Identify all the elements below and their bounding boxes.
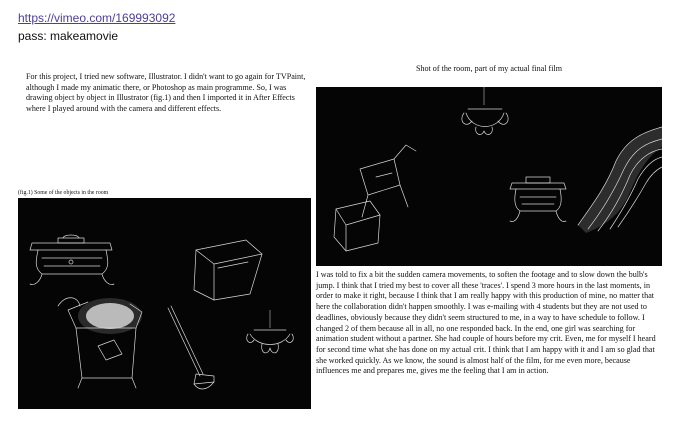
film-shot-image — [316, 87, 662, 266]
vimeo-link[interactable]: https://vimeo.com/169993092 — [18, 11, 176, 25]
box-drawing — [194, 240, 262, 300]
dresser-drawing — [30, 235, 114, 285]
crate-drawing — [334, 201, 380, 251]
shot-dresser-drawing — [510, 177, 566, 222]
broom-drawing — [168, 306, 214, 389]
hanging-chandelier-drawing — [462, 87, 508, 134]
figure-caption: (fig.1) Some of the objects in the room — [18, 190, 109, 196]
shot-caption: Shot of the room, part of my actual final film — [415, 64, 563, 73]
intro-paragraph: For this project, I tried new software, Illustrator. I didn't want to go again for TVPaint, although I made my animatic there, or Photoshop as main programme. So, I was drawing object by object in Illustrator (fig.1) and then I imported it in After Effects where I played around with the camera and different effects. — [26, 72, 306, 113]
chest-drawing — [58, 298, 142, 388]
curtain-drawing — [578, 127, 662, 233]
objects-illustration — [18, 198, 311, 409]
password-text: pass: makeamovie — [18, 29, 119, 43]
body-paragraph: I was told to fix a bit the sudden camera movements, to soften the footage and to slow down the bulb's jump. I think that I tried my best to cover all these 'traces'. I spend 3 more hours in the last moments, in order to make it right, because I think that I am really happy with this production of mine, no matter that here the collaboration didn't happen smoothly. I was e-mailing with 4 students but they are not used to deadlines, obviously because they didn't seem structured to me, in a way to have schedule to follow. I changed 2 of them because all in all, no one responded back. In the end, one girl was searching for animation student without a partner. She had couple of hours before my crit. Even, me for myself I heard for second time what she has done on my actual crit. I think that I am happy with it and I am so glad that she worked quickly. As we know, the sound is almost half of the film, for me even more, because influences me and prepares me, gives me the feeling that I am in action. — [316, 270, 656, 376]
chair-drawing — [360, 145, 416, 217]
chandelier-drawing — [247, 310, 294, 353]
